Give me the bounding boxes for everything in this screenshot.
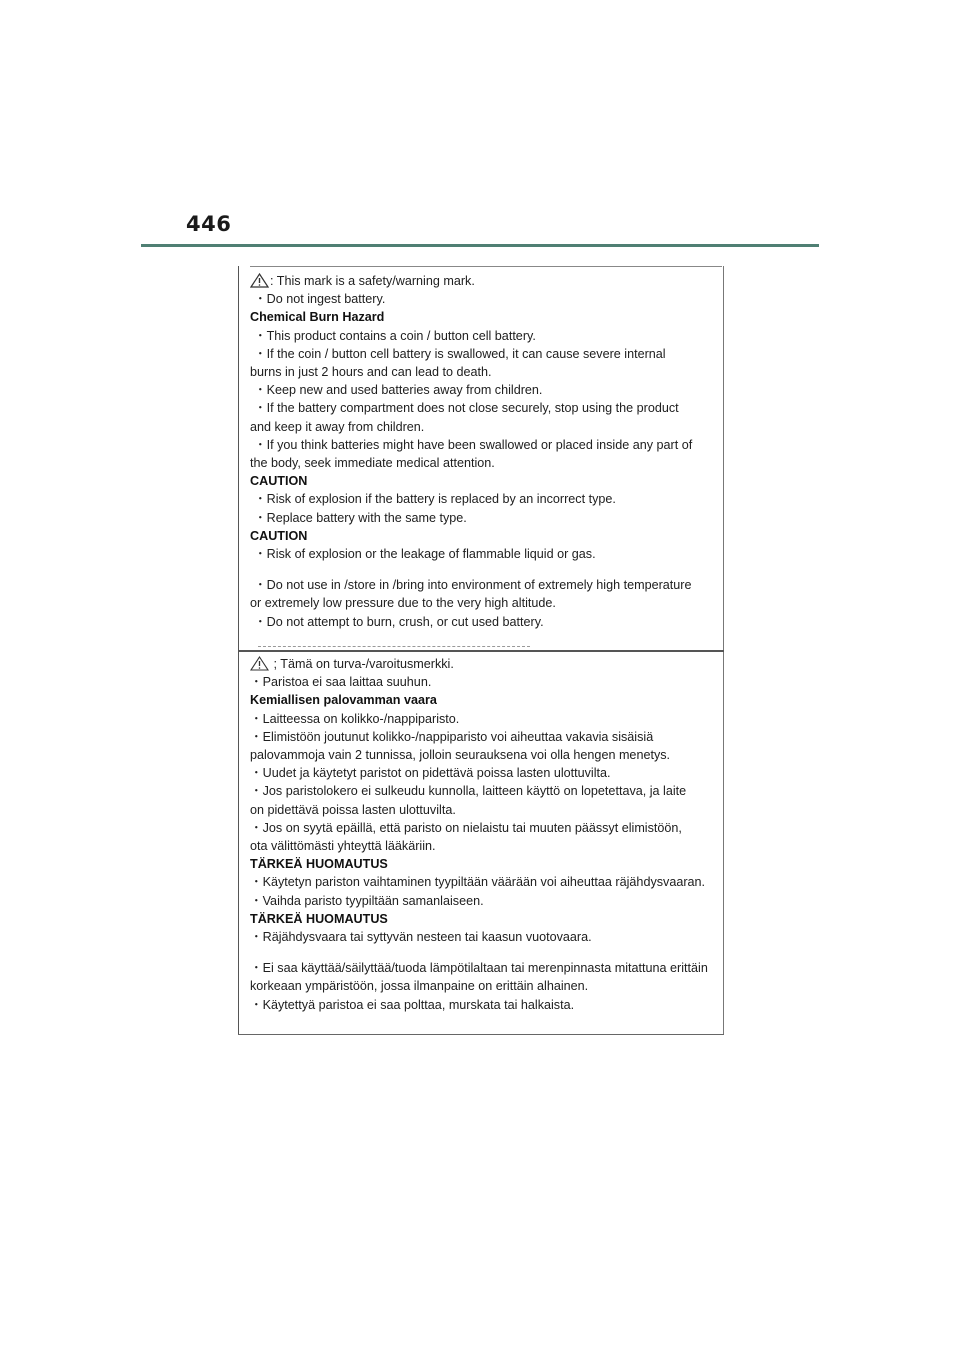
section-divider [238,650,724,652]
label-text-line: ・This product contains a coin / button cell battery. [254,328,536,343]
warning-triangle-icon [250,656,269,671]
label-text-line: ・If the coin / button cell battery is swallowed, it can cause severe internal [254,346,666,361]
section-heading: Chemical Burn Hazard [250,310,385,325]
label-text-line: ・If the battery compartment does not close securely, stop using the product [254,401,679,416]
label-text-line: ・Uudet ja käytetyt paristot on pidettävä poissa lasten ulottuvilta. [250,766,611,781]
section-heading: Kemiallisen palovamman vaara [250,693,437,708]
page-number: 446 [186,212,232,236]
label-text-line: ・Käytetyn pariston vaihtaminen tyypiltään väärään voi aiheuttaa räjähdysvaaran. [250,875,706,890]
label-text-line: on pidettävä poissa lasten ulottuvilta. [250,802,456,817]
label-text-line: ・Jos on syytä epäillä, että paristo on nielaistu tai muuten päässyt elimistöön, [250,820,682,835]
label-text-line: the body, seek immediate medical attention. [250,456,495,471]
warning-mark-text: ; Tämä on turva-/varoitusmerkki. [270,657,454,671]
label-text-line: ・Elimistöön joutunut kolikko-/nappiparisto voi aiheuttaa vakavia sisäisiä [250,729,654,744]
warning-mark-text: : This mark is a safety/warning mark. [270,274,475,288]
label-text-line: ・Paristoa ei saa laittaa suuhun. [250,675,432,690]
label-text-line: ・Risk of explosion or the leakage of flammable liquid or gas. [254,547,596,562]
box-top-line [250,266,722,267]
section-heading: CAUTION [250,528,308,543]
label-text-line: ・Laitteessa on kolikko-/nappiparisto. [250,711,460,726]
label-text-line: and keep it away from children. [250,419,425,434]
label-text-line: ・Vaihda paristo tyypiltään samanlaiseen. [250,893,484,908]
label-text-line: or extremely low pressure due to the very high altitude. [250,596,556,611]
label-text-line: ・Replace battery with the same type. [254,510,467,525]
english-lines [250,290,720,631]
english-section [250,272,720,631]
section-heading: TÄRKEÄ HUOMAUTUS [250,857,388,872]
label-text-line: korkeaan ympäristöön, jossa ilmanpaine on erittäin alhainen. [250,979,589,994]
finnish-lines [250,673,720,1014]
label-text-line: ota välittömästi yhteyttä lääkäriin. [250,839,436,854]
label-text-line: ・Keep new and used batteries away from children. [254,383,543,398]
label-text-line: ・Räjähdysvaara tai syttyvän nesteen tai kaasun vuotovaara. [250,930,592,945]
warning-mark-line [250,655,720,673]
divider-dash [258,646,530,647]
finnish-section [250,655,720,1014]
label-text-line: ・Risk of explosion if the battery is replaced by an incorrect type. [254,492,616,507]
label-text-line: ・Do not use in /store in /bring into environment of extremely high temperature [254,578,692,593]
label-text-line: ・Ei saa käyttää/säilyttää/tuoda lämpötilaltaan tai merenpinnasta mitattuna erittäin [250,961,708,976]
label-text-line: ・Do not attempt to burn, crush, or cut used battery. [254,614,544,629]
section-heading: CAUTION [250,474,308,489]
label-text-line: ・Jos paristolokero ei sulkeudu kunnolla, laitteen käyttö on lopetettava, ja laite [250,784,687,799]
warning-triangle-icon [250,273,269,288]
label-text-line: burns in just 2 hours and can lead to death. [250,365,492,380]
header-rule [141,244,819,247]
box-bottom-line [238,1034,724,1035]
section-heading: TÄRKEÄ HUOMAUTUS [250,911,388,926]
label-text-line: palovammoja vain 2 tunnissa, jolloin seurauksena voi olla hengen menetys. [250,748,671,763]
label-text-line: ・Käytettyä paristoa ei saa polttaa, murskata tai halkaista. [250,997,575,1012]
warning-mark-line [250,272,720,290]
label-text-line: ・Do not ingest battery. [254,292,386,307]
label-text-line: ・If you think batteries might have been swallowed or placed inside any part of [254,437,693,452]
